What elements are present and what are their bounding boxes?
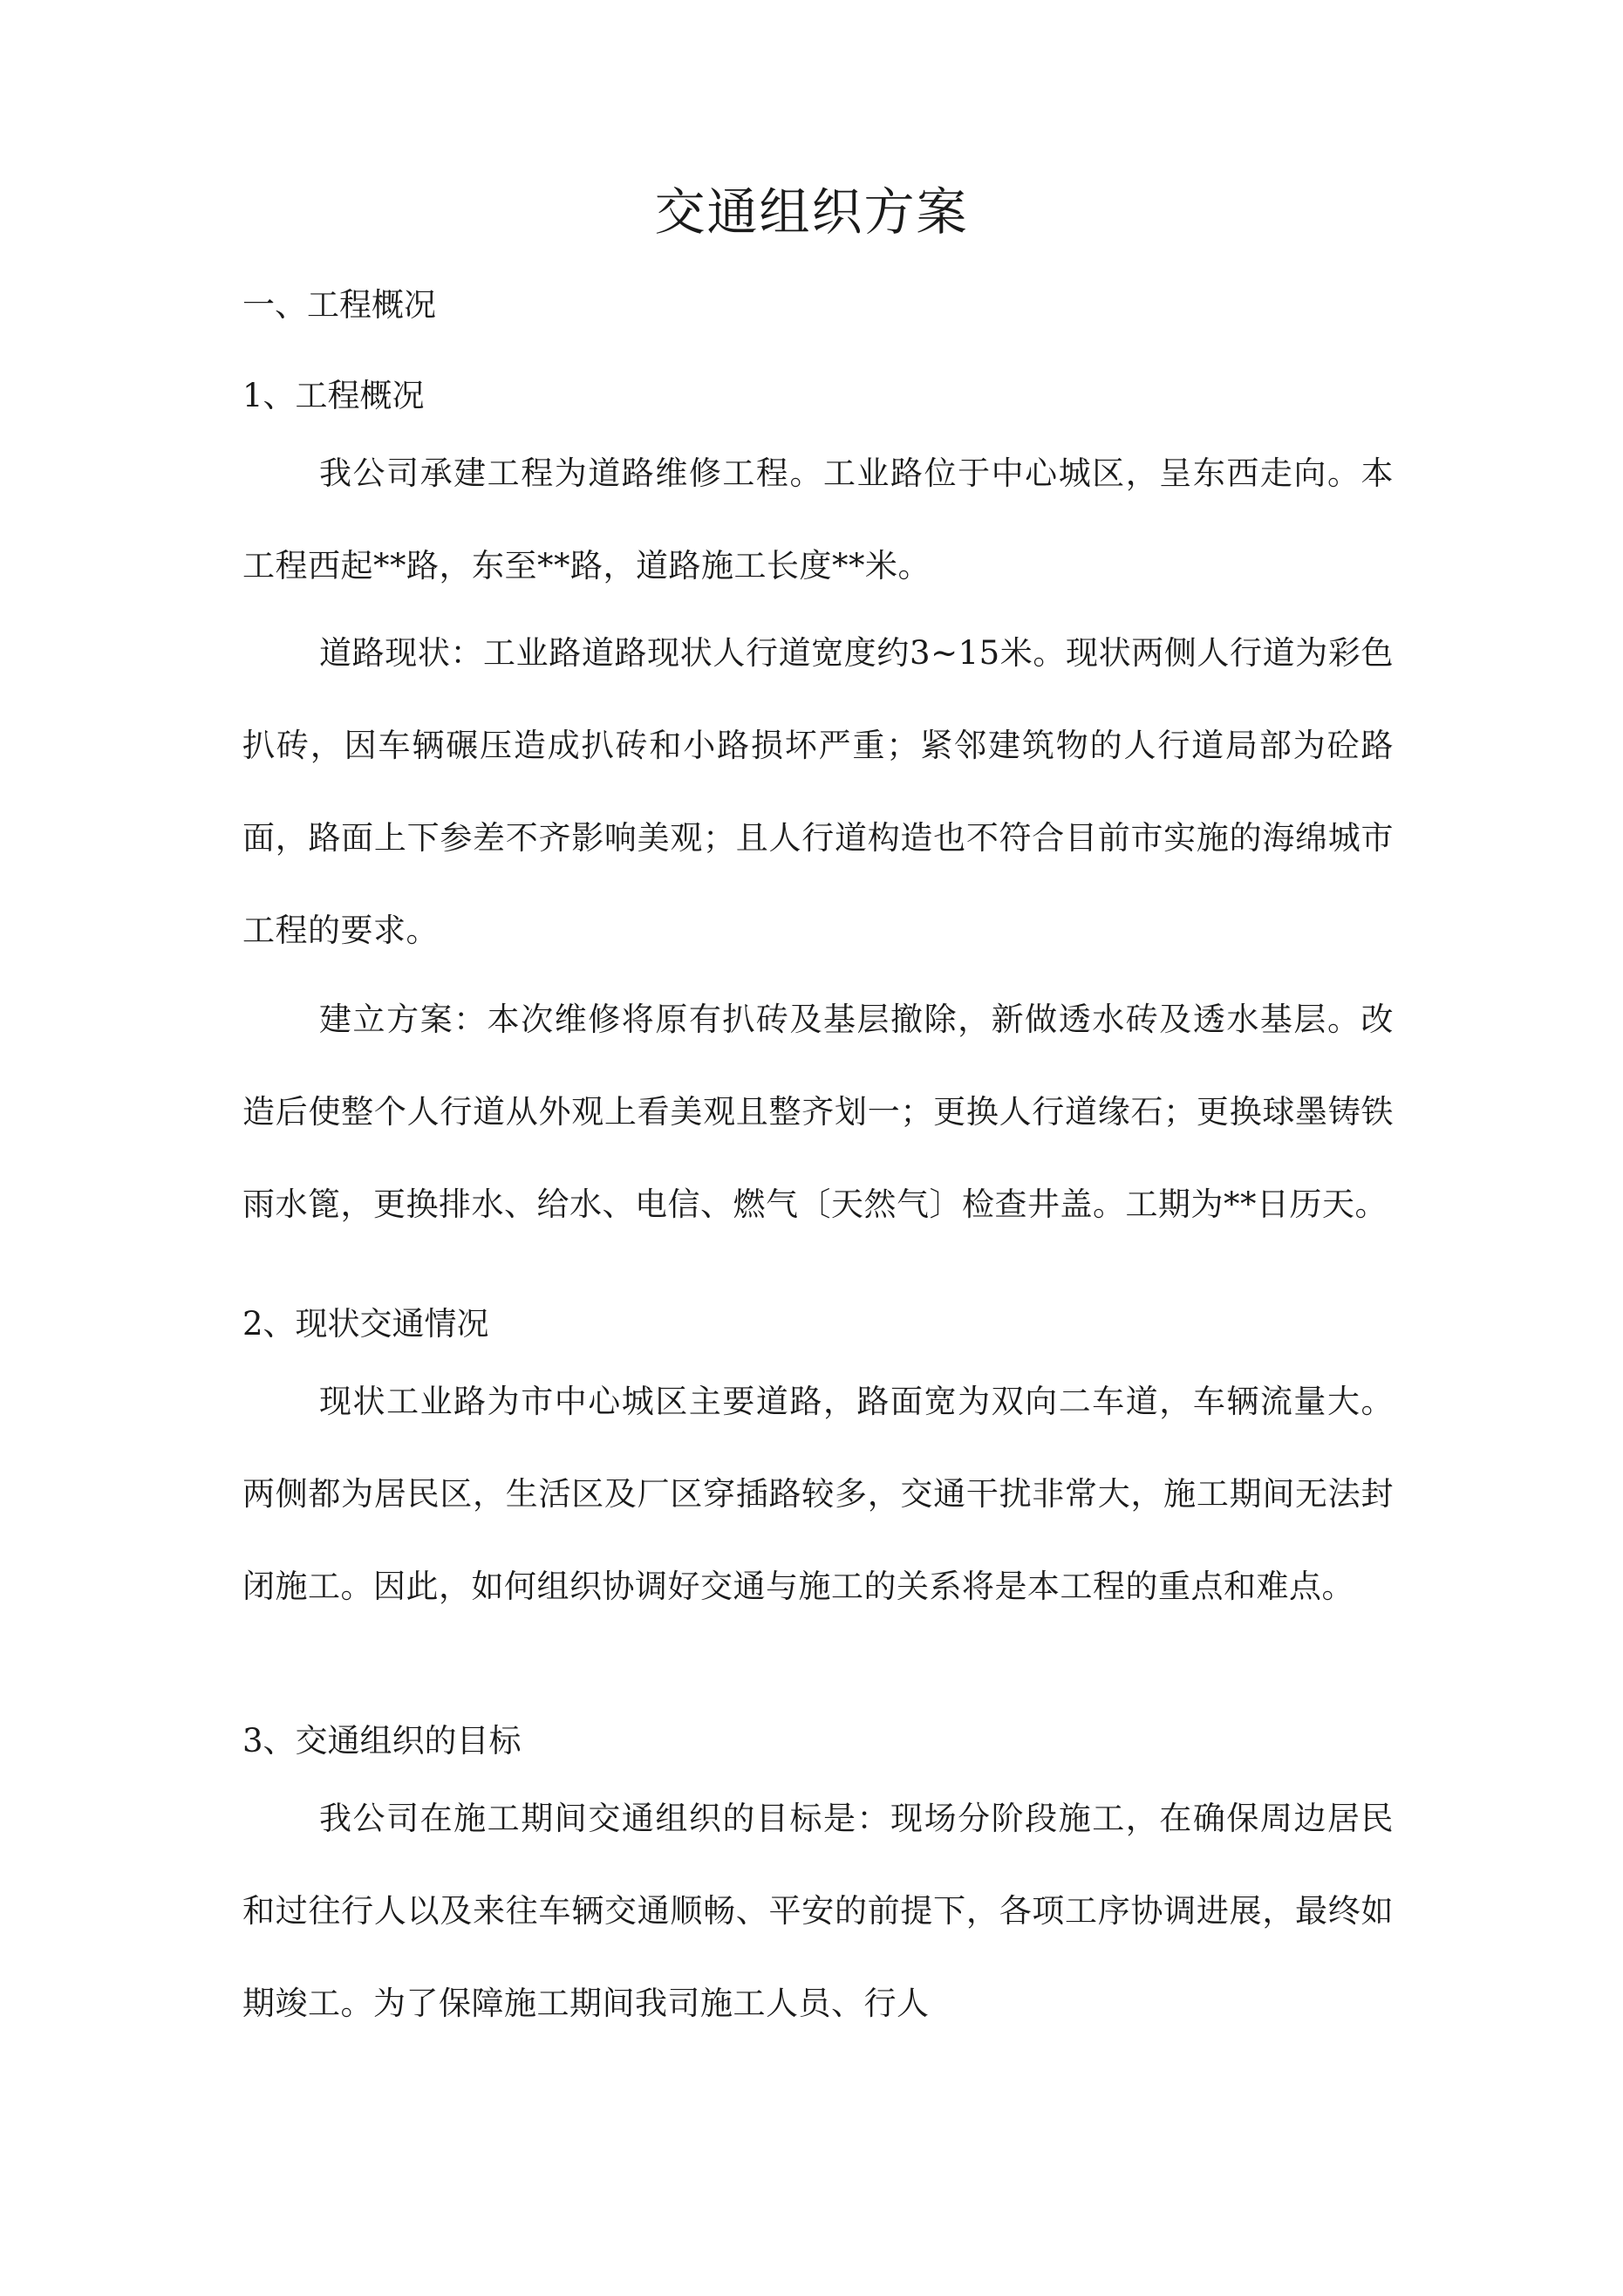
paragraph-traffic-goal: 我公司在施工期间交通组织的目标是：现场分阶段施工，在确保周边居民和过往行人以及来往车辆交通顺畅、平安的前提下，各项工序协调进展，最终如期竣工。为了保障施工期间我司施工人员、行人 <box>242 1800 1394 2022</box>
paragraph-construction-plan: 建立方案：本次维修将原有扒砖及基层撤除，新做透水砖及透水基层。改造后使整个人行道从外观上看美观且整齐划一；更换人行道缘石；更换球墨铸铁雨水篦，更换排水、给水、电信、燃气〔天然气〕检查井盖。工期为**日历天。 <box>242 1001 1394 1223</box>
subsection-heading-project-overview: 1、工程概况 <box>242 377 425 414</box>
paragraph-project-intro: 我公司承建工程为道路维修工程。工业路位于中心城区，呈东西走向。本工程西起**路，东至**路，道路施工长度**米。 <box>242 454 1394 584</box>
subsection-heading-traffic-status: 2、现状交通情况 <box>242 1305 489 1343</box>
subsection-heading-traffic-goal: 3、交通组织的目标 <box>242 1722 522 1760</box>
section-heading-overview: 一、工程概况 <box>242 286 436 324</box>
paragraph-traffic-status: 现状工业路为市中心城区主要道路，路面宽为双向二车道，车辆流量大。两侧都为居民区，生活区及厂区穿插路较多，交通干扰非常大，施工期间无法封闭施工。因此，如何组织协调好交通与施工的关系将是本工程的重点和难点。 <box>242 1383 1394 1605</box>
document-title: 交通组织方案 <box>654 182 969 242</box>
paragraph-road-status: 道路现状：工业路道路现状人行道宽度约3~15米。现状两侧人行道为彩色扒砖，因车辆碾压造成扒砖和小路损坏严重；紧邻建筑物的人行道局部为砼路面，路面上下参差不齐影响美观；且人行道构造也不符合目前市实施的海绵城市工程的要求。 <box>242 634 1394 949</box>
